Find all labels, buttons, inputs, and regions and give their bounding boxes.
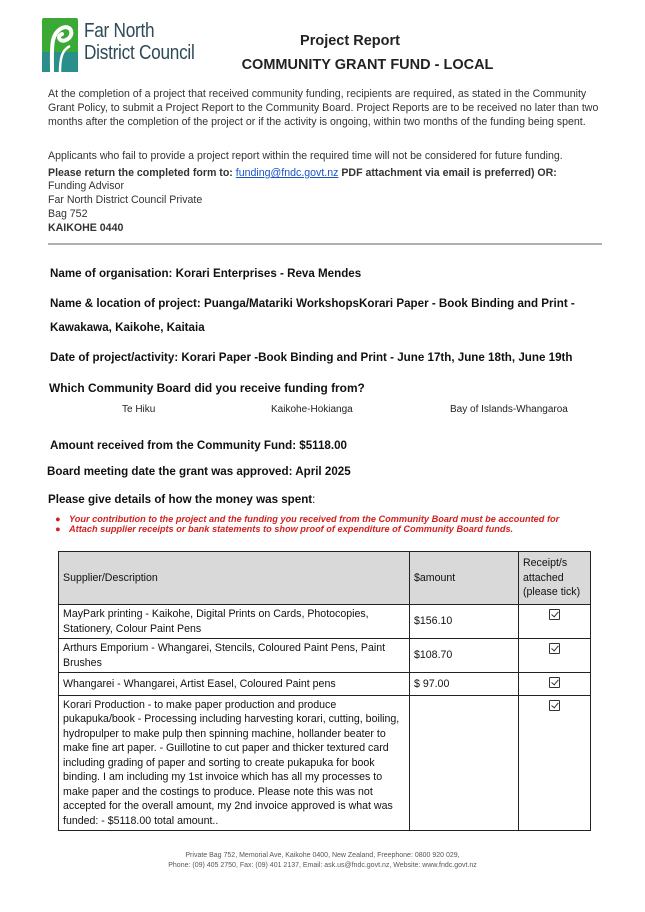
row-amount[interactable] xyxy=(410,695,519,831)
table-row xyxy=(59,639,591,673)
board-option-bay-of-islands[interactable]: Bay of Islands-Whangaroa xyxy=(450,404,568,415)
meeting-date-field: Board meeting date the grant was approved: April 2025 xyxy=(47,465,351,478)
date-field: Date of project/activity: Korari Paper -Book Binding and Print - June 17th, June 18th, June 19th xyxy=(50,351,573,364)
project-field: Name & location of project: Puanga/Matariki WorkshopsKorari Paper - Book Binding and Print - xyxy=(50,297,575,310)
row-amount[interactable]: $108.70 xyxy=(410,639,519,673)
details-question-text: Please give details of how the money was spent xyxy=(48,493,313,506)
checked-checkbox-icon[interactable] xyxy=(549,677,560,688)
checked-checkbox-icon[interactable] xyxy=(549,609,560,620)
header-receipt: Receipt/s attached (please tick) xyxy=(519,552,591,605)
return-prefix: Please return the completed form to: xyxy=(48,167,236,179)
section-divider xyxy=(48,243,602,245)
board-question: Which Community Board did you receive funding from? xyxy=(49,381,365,395)
table-row xyxy=(59,605,591,639)
bullet-text: Attach supplier receipts or bank statements to show proof of expenditure of Community Board funds. xyxy=(69,524,514,534)
address-line: KAIKOHE 0440 xyxy=(48,222,124,234)
checked-checkbox-icon[interactable] xyxy=(549,700,560,711)
footer-line: Phone: (09) 405 2750, Fax: (09) 401 2137, Email: ask.us@fndc.govt.nz, Website: www.fndc.govt.nz xyxy=(168,862,477,869)
row-receipt xyxy=(519,605,591,639)
warning-paragraph: Applicants who fail to provide a project report within the required time will not be considered for future funding. xyxy=(48,150,563,162)
board-option-te-hiku[interactable]: Te Hiku xyxy=(122,404,156,415)
row-receipt xyxy=(519,639,591,673)
row-description[interactable]: Arthurs Emporium - Whangarei, Stencils, Coloured Paint Pens, Paint Brushes xyxy=(59,639,410,673)
project-location: Kawakawa, Kaikohe, Kaitaia xyxy=(50,321,205,334)
council-name-line1: Far North xyxy=(84,20,155,42)
header-amount: $amount xyxy=(410,552,519,605)
table-row xyxy=(59,695,591,831)
bullet-dot-icon: ● xyxy=(55,524,61,534)
page-footer xyxy=(0,851,645,871)
address-line: Funding Advisor xyxy=(48,180,124,192)
details-question-colon: : xyxy=(312,493,316,506)
funding-email-link[interactable]: funding@fndc.govt.nz xyxy=(235,167,339,179)
council-name-line2: District Council xyxy=(84,42,195,64)
row-amount[interactable]: $ 97.00 xyxy=(410,673,519,696)
organisation-field: Name of organisation: Korari Enterprises - Reva Mendes xyxy=(50,267,362,280)
bullet-item xyxy=(55,514,559,524)
return-suffix: PDF attachment via email is preferred) OR: xyxy=(338,167,557,179)
address-line: Bag 752 xyxy=(48,208,88,220)
expenditure-table xyxy=(58,551,591,831)
row-amount[interactable]: $156.10 xyxy=(410,605,519,639)
details-question xyxy=(48,493,315,506)
footer-line: Private Bag 752, Memorial Ave, Kaikohe 0400, New Zealand, Freephone: 0800 920 029, xyxy=(185,852,460,859)
checked-checkbox-icon[interactable] xyxy=(549,643,560,654)
board-option-kaikohe-hokianga[interactable]: Kaikohe-Hokianga xyxy=(271,404,353,415)
bullet-dot-icon: ● xyxy=(55,514,61,524)
header-supplier: Supplier/Description xyxy=(59,552,410,605)
bullet-item xyxy=(55,524,513,534)
row-description[interactable]: Whangarei - Whangarei, Artist Easel, Coloured Paint pens xyxy=(59,673,410,696)
table-row xyxy=(59,673,591,696)
row-description[interactable]: Korari Production - to make paper production and produce pukapuka/book - Processing including harvesting korari, cutting, boiling, hydropulper to make pulp then spinning machine, hollander beater to make fine art paper. - Guillotine to cut paper and thicker textured card including grading of paper and sorting to create pukapuka for book binding. I am including my 1st invoice which has all my processes to make paper and the costings to produce. Please note this was not accepted for the overall amount, my 2nd invoice approved is what was funded: - $5118.00 total amount.. xyxy=(59,695,410,831)
row-receipt xyxy=(519,695,591,831)
intro-paragraph: At the completion of a project that received community funding, recipients are required, as stated in the Community Grant Policy, to submit a Project Report to the Community Board. Project Reports are to be received no later than two months after the completion of the project or if the activity is ongoing, within two months of the funding being spent. xyxy=(48,88,599,128)
report-subtitle: COMMUNITY GRANT FUND - LOCAL xyxy=(241,57,494,73)
address-line: Far North District Council Private xyxy=(48,194,203,206)
table-header-row xyxy=(59,552,591,605)
amount-field: Amount received from the Community Fund: $5118.00 xyxy=(50,439,347,452)
row-receipt xyxy=(519,673,591,696)
report-title: Project Report xyxy=(300,33,400,49)
return-instructions xyxy=(48,167,557,179)
bullet-text: Your contribution to the project and the funding you received from the Community Board must be accounted for xyxy=(69,514,560,524)
row-description[interactable]: MayPark printing - Kaikohe, Digital Prints on Cards, Photocopies, Stationery, Colour Paint Pens xyxy=(59,605,410,639)
